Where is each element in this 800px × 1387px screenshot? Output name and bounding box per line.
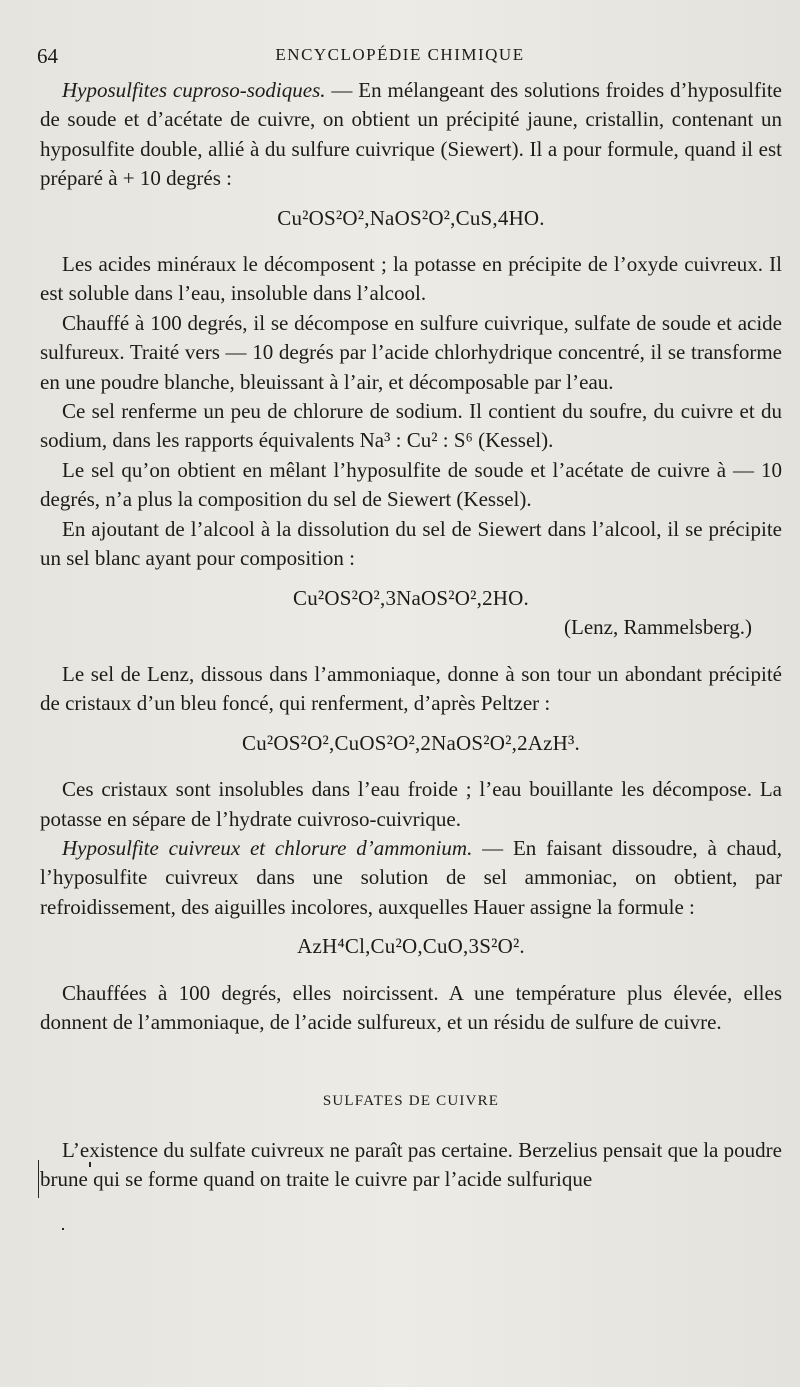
margin-mark [89,1162,91,1167]
paragraph-acides-mineraux: Les acides minéraux le décomposent ; la potasse en précipite de l’oxyde cuivreux. Il est soluble dans l’eau, insoluble dans l’alcool. [40,252,782,306]
margin-mark [38,1160,39,1198]
page-header [0,44,800,74]
paragraph-cuproso-sodiques [40,76,782,194]
margin-mark [62,1228,64,1230]
formula-block-lenz [40,584,782,642]
paragraph-sulfate-cuivreux: L’existence du sulfate cuivreux ne paraît pas certaine. Berzelius pensait que la poudre brune qui se forme quand on traite le cuivre par l’acide sulfurique [40,1137,782,1192]
paragraph-sel-de-lenz: Le sel de Lenz, dissous dans l’ammoniaque, donne à son tour un abondant précipité de cristaux d’un bleu foncé, qui renferment, d’après Peltzer : [40,661,782,716]
formula-source-citation: (Lenz, Rammelsberg.) [564,614,752,639]
formula-hauer: AzH⁴Cl,Cu²O,CuO,3S²O². [297,934,525,959]
paragraph-text: — En mélangeant des solutions froides d’hyposulfite de soude et d’acétate de cuivre, on obtient un précipité jaune, cristallin, contenant un hyposulfite double, allié à du sulfure cuivrique (Siewert). Il a pour formule, quand il est préparé à + 10 degrés : [40,78,782,191]
paragraph-chauffees: Chauffées à 100 degrés, elles noircissent. A une température plus élevée, elles donnent de l’ammoniaque, de l’acide sulfureux, et un résidu de sulfure de cuivre. [40,980,782,1034]
page-body [40,76,782,1195]
paragraph-chauffe: Chauffé à 100 degrés, il se décompose en sulfure cuivrique, sulfate de soude et acide sulfureux. Traité vers — 10 degrés par l’acide chlorhydrique concentré, il se transforme en une poudre blanche, bleuissant à l’air, et décomposable par l’eau. [40,310,782,394]
section-heading-sulfates: SULFATES DE CUIVRE [322,1093,500,1110]
section-title-cuproso-sodiques: Hyposulfites cuproso-sodiques. [62,78,326,102]
paragraph-cristaux: Ces cristaux sont insolubles dans l’eau froide ; l’eau bouillante les décompose. La potasse en sépare de l’hydrate cuivroso-cuivrique. [40,777,782,831]
formula-lenz-salt: Cu²OS²O²,3NaOS²O²,2HO. [293,585,529,610]
section-title-hyposulfite-cuivreux: Hyposulfite cuivreux et chlorure d’ammonium. [62,835,473,860]
paragraph-alcool: En ajoutant de l’alcool à la dissolution du sel de Siewert dans l’alcool, il se précipite un sel blanc ayant pour composition : [40,516,782,571]
paragraph-hyposulfite-cuivreux [40,834,782,922]
page-number: 64 [37,44,58,68]
formula-siewert-salt: Cu²OS²O²,NaOS²O²,CuS,4HO. [277,205,545,230]
paragraph-text: — En faisant dissoudre, à chaud, l’hyposulfite cuivreux dans une solution de sel ammoniac, on obtient, par refroidissement, des aiguilles incolores, auxquelles Hauer assigne la formule : [40,835,782,919]
paragraph-kessel: Le sel qu’on obtient en mêlant l’hyposulfite de soude et l’acétate de cuivre à — 10 degrés, n’a plus la composition du sel de Siewert (Kessel). [40,457,782,512]
running-title: ENCYCLOPÉDIE CHIMIQUE [275,45,525,64]
paragraph-chlorure-sodium: Ce sel renferme un peu de chlorure de sodium. Il contient du soufre, du cuivre et du sodium, dans les rapports équivalents Na³ : Cu² : S⁶ (Kessel). [40,399,782,453]
formula-peltzer: Cu²OS²O²,CuOS²O²,2NaOS²O²,2AzH³. [242,730,580,755]
